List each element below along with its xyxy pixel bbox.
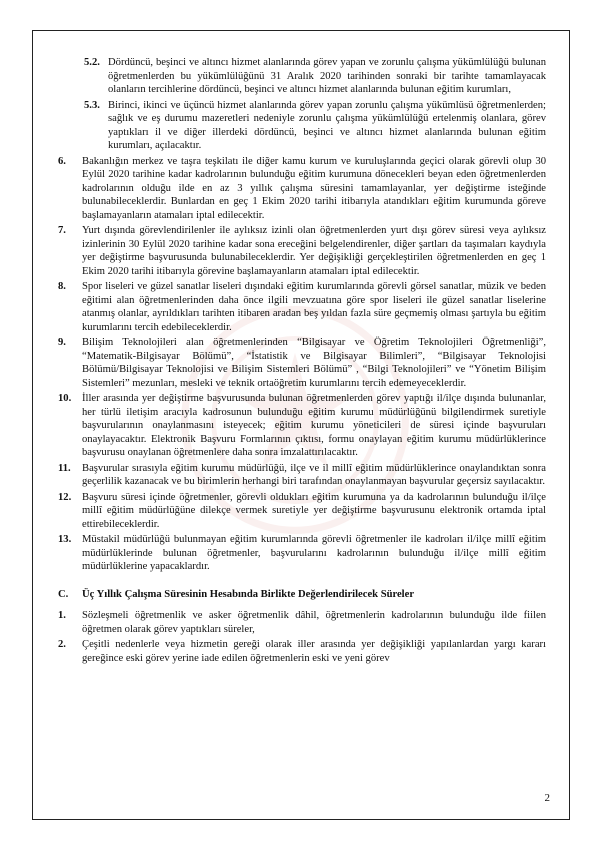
list-item-7 (58, 224, 546, 278)
list-item-6 (58, 155, 546, 223)
section-letter: C. (58, 588, 69, 600)
subitem-5-3 (58, 99, 546, 153)
subitem-text: Dördüncü, beşinci ve altıncı hizmet alanlarında görev yapan ve zorunlu çalışma yükümlülüğü bulunan öğretmenlerden bu yükümlülüğünü 31 Aralık 2020 tarihinden sonraki bir tarihte tamamlayacak olanların tercihlerine dördüncü, beşinci ve altıncı hizmet alanlarında bulunan eğitim kurumları, (108, 57, 546, 95)
item-number: 12. (58, 491, 72, 503)
item-number: 9. (58, 337, 66, 348)
item-number: 6. (58, 155, 66, 167)
item-text: Yurt dışında görevlendirilenler ile aylıksız izinli olan öğretmenlerden yurt dışı görev süresi veya aylıksız izinlerinin 30 Eylül 2020 tarihine kadar sona ereceğini belgelendirenler, diğer şartları da taşımaları kaydıyla yer değiştirme başvurusunda bulunabileceklerdir. Yer değişikliği gerçekleştirilen öğretmenlerden en geç 1 Ekim 2020 tarihi itibarıyla görevine başlamayanların atamaları iptal edilecektir. (82, 225, 546, 277)
list-item-10 (58, 392, 546, 460)
item-number: 8. (58, 281, 66, 292)
item-text: İller arasında yer değiştirme başvurusunda bulunan öğretmenlerden görev yaptığı il/ilçe dışında bulunanlar, her türlü iletişim aracıyla kadrosunun bulunduğu eğitim kurumu müdürlüğünü bilgilendirmek suretiyle başvurularının onaylanmasını isteyecek; eğitim kurumu yöneticileri de süresi içinde başvuruları onaylayacaktır. Elektronik Başvuru Formlarının çıktısı, formu onaylayan eğitim kurumu müdürlüklerince başvurusu onaylanan öğretmenlere daha sonra imzalattırılacaktır. (82, 393, 546, 458)
item-text: Sözleşmeli öğretmenlik ve asker öğretmenlik dâhil, öğretmenlerin kadrolarının bulunduğu ilde fiilen öğretmen olarak görev yaptıkları süreler, (82, 610, 546, 635)
item-number: 2. (58, 639, 66, 650)
item-text: Başvuru süresi içinde öğretmenler, görevli oldukları eğitim kurumuna ya da kadrolarının bulunduğu il/ilçe millî eğitim müdürlüğüne dilekçe vermek suretiyle yer değiştirme başvurusunu elektronik ortamda iptal ettirebileceklerdir. (82, 491, 546, 530)
item-text: Çeşitli nedenlerle veya hizmetin gereği olarak iller arasında yer değişikliği yapılanlardan yargı kararı gereğince eski görev yerine iade edilen öğretmenlerin eski ve yeni görev (82, 639, 546, 664)
item-number: 11. (58, 462, 71, 474)
section-title: Üç Yıllık Çalışma Süresinin Hesabında Birlikte Değerlendirilecek Süreler (82, 588, 415, 600)
item-number: 7. (58, 225, 66, 236)
item-number: 13. (58, 534, 72, 545)
document-body (58, 56, 546, 667)
item-text: Spor liseleri ve güzel sanatlar liseleri dışındaki eğitim kurumlarında görevli görsel sanatlar, müzik ve beden eğitimi alan öğretmenlerinden daha önce ilgili mevzuatına göre spor liseleri ile güzel sanatlar liselerine atanmış olanlar, ayrıldıkları tarihten itibaren aradan beş yıldan fazla süre geçmemiş olması şartıyla bu eğitim kurumlarını tercih edebileceklerdir. (82, 281, 546, 333)
item-number: 1. (58, 610, 66, 621)
section-item-2 (58, 638, 546, 665)
list-item-9 (58, 336, 546, 390)
list-item-12 (58, 491, 546, 532)
subitem-5-2 (58, 56, 546, 97)
item-text: Bakanlığın merkez ve taşra teşkilatı ile diğer kamu kurum ve kuruluşlarında geçici olarak görevli olup 30 Eylül 2020 tarihine kadar kadrolarının bulunduğu eğitim kurumuna dönecekleri beyan eden öğretmenlerden kadrolarının olduğu ilde en az 3 yıllık çalışma süresini tamamlayanlar, yer değiştirme isteğinde bulunabileceklerdir. Bunlardan en geç 1 Ekim 2020 tarihi itibarıyla atandıkları eğitim kurumunda göreve başlamayanların atamaları iptal edilecektir. (82, 155, 546, 221)
subitem-number: 5.2. (84, 57, 100, 68)
section-heading (58, 588, 546, 602)
list-item-13 (58, 533, 546, 574)
item-number: 10. (58, 393, 72, 404)
list-item-11 (58, 462, 546, 489)
subitem-number: 5.3. (84, 99, 100, 111)
page-number: 2 (544, 792, 550, 804)
subitem-text: Birinci, ikinci ve üçüncü hizmet alanlarında görev yapan zorunlu çalışma yükümlüsü öğretmenlerden; sağlık ve eş durumu mazeretleri nedeniyle zorunlu çalışma yükümlülüğü ertelenmiş olanlara, görev yaptıkları il ve diğer illerdeki dördüncü, beşinci ve altıncı hizmet alanlarında bulunan eğitim kurumları, açılacaktır. (108, 99, 546, 151)
item-text: Bilişim Teknolojileri alan öğretmenlerinden “Bilgisayar ve Öğretim Teknolojileri Öğretmenliği”, “Matematik-Bilgisayar Bölümü”, “İstatistik ve Bilgisayar Bilimleri”, “Bilgisayar Teknolojisi Bölümü/Bilgisayar Teknolojisi ve Bilişim Sistemleri Bölümü” , “Bilgi Teknolojileri” ve “Yönetim Bilişim Sistemleri” mezunları, mesleki ve teknik ortaöğretim kurumlarını tercih edemeyeceklerdir. (82, 337, 546, 389)
section-item-1 (58, 609, 546, 636)
item-text: Müstakil müdürlüğü bulunmayan eğitim kurumlarında görevli öğretmenler ile kadroları il/ilçe millî eğitim müdürlüklerinde bulunan öğretmenler, başvurularını kadrolarının bulunduğu il/ilçe millî eğitim müdürlüklerine yapacaklardır. (82, 534, 546, 572)
list-item-8 (58, 280, 546, 334)
item-text: Başvurular sırasıyla eğitim kurumu müdürlüğü, ilçe ve il millî eğitim müdürlüklerince onaylandıktan sonra geçerlilik kazanacak ve bu birimlerin herhangi biri tarafından onaylanmayan başvurular geçersiz sayılacaktır. (82, 462, 546, 487)
